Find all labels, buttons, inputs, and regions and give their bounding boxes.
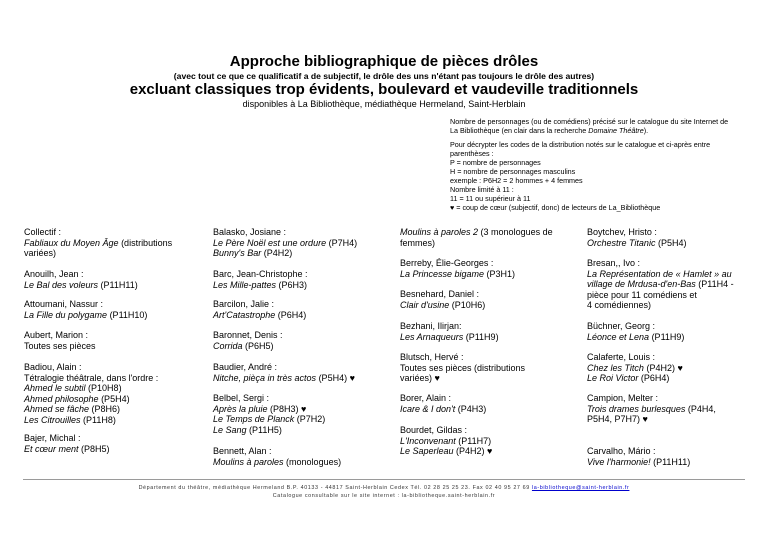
page-subtitle: (avec tout ce que ce qualificatif a de subjectif, le drôle des uns n'étant pas toujours le drôle des autres) — [173, 71, 595, 81]
footer-email-link[interactable]: la-bibliotheque@saint-herblain.fr — [531, 485, 630, 491]
entry-line — [587, 300, 767, 311]
entry-text: (P6H4) — [638, 373, 670, 383]
entry-line — [213, 457, 393, 468]
title-text: Les Arnaqueurs — [400, 331, 464, 342]
entry-text: Aubert, Marion : — [24, 330, 89, 340]
entry-line — [213, 362, 393, 373]
entry-line — [213, 446, 393, 457]
entry-line — [587, 404, 767, 415]
entry-text: (P4H4, — [685, 403, 716, 414]
entry-line — [213, 248, 393, 259]
title-text: La Représentation de « Hamlet » au — [587, 268, 732, 279]
title-text: L'Inconvenant — [400, 435, 456, 446]
title-text: Et cœur ment — [24, 443, 79, 454]
entry-line — [213, 280, 393, 291]
bibliography-entry — [24, 299, 204, 320]
entry-text: (P6H5) — [242, 340, 274, 351]
entry-text: (distributions — [118, 237, 173, 248]
entry-line — [587, 393, 767, 404]
title-text: Ahmed philosophe — [24, 393, 99, 404]
entry-text: 4 comédiennes) — [587, 300, 652, 310]
title-text: Après la pluie — [213, 403, 268, 414]
entry-line — [400, 321, 580, 332]
bibliography-entry — [587, 446, 767, 467]
entry-line — [400, 425, 580, 436]
entry-text: Belbel, Sergi : — [213, 393, 270, 403]
title-text: Trois drames burlesques — [587, 403, 686, 414]
entry-text: (P11H11) — [650, 456, 691, 467]
entry-text: (P4H2) ♥ — [643, 362, 683, 373]
entry-line — [213, 404, 393, 415]
entry-text: (P11H5) — [246, 424, 282, 435]
entry-text: (P8H3) ♥ — [267, 403, 307, 414]
entry-text: (P11H8) — [80, 414, 116, 425]
entry-text: Tétralogie théâtrale, dans l'ordre : — [24, 372, 159, 383]
heart-legend: ♥ = coup de cœur (subjectif, donc) de lecteurs de La_Bibliothèque — [450, 203, 661, 212]
entry-text: Toutes ses pièces (distributions — [400, 362, 526, 373]
title-text: Le Père Noël est une ordure — [213, 237, 327, 248]
entry-text: (P6H4) — [275, 309, 307, 320]
bibliography-entry — [587, 393, 767, 425]
entry-line — [24, 373, 204, 384]
entry-text: P5H4, P7H7) ♥ — [587, 414, 648, 424]
bibliography-entry — [213, 330, 393, 351]
entry-line — [24, 394, 204, 405]
entry-line — [24, 227, 204, 238]
entry-text: variées) ♥ — [400, 373, 440, 383]
entry-line — [24, 444, 204, 455]
bibliography-entry — [400, 258, 580, 279]
entry-text: Badiou, Alain : — [24, 362, 82, 372]
entry-line — [400, 404, 580, 415]
entry-line — [24, 269, 204, 280]
entry-line — [587, 414, 767, 425]
entry-text: (3 monologues de — [478, 227, 553, 237]
entry-line — [213, 310, 393, 321]
entry-text: (P8H5) — [78, 443, 110, 454]
entry-text: (P11H10) — [107, 309, 148, 320]
entry-line — [400, 258, 580, 269]
notes-line: Pour décrypter les codes de la distribution notés sur le catalogue et ci-après entre — [450, 140, 711, 149]
title-text: Icare & I don't — [400, 403, 456, 414]
bibliography-entry — [213, 269, 393, 290]
page-title: Approche bibliographique de pièces drôles — [229, 53, 539, 70]
title-text: Moulins à paroles 2 — [400, 227, 479, 237]
page-title-secondary: excluant classiques trop évidents, boulevard et vaudeville traditionnels — [129, 81, 639, 98]
entry-text: (P4H2) ♥ — [453, 446, 493, 456]
title-text: Le Temps de Planck — [213, 414, 295, 424]
title-text: Vive l'harmonie! — [587, 456, 651, 467]
title-text: Le Sang — [213, 424, 247, 435]
entry-text: Campion, Melter : — [587, 393, 659, 403]
entry-text: (P11H7) — [455, 435, 492, 446]
entry-text: Blutsch, Hervé : — [400, 352, 464, 362]
notes-text-italic: Domaine Théâtre — [588, 126, 644, 135]
entry-line — [587, 332, 767, 343]
notes-line: 11 = 11 ou supérieur à 11 — [450, 194, 531, 203]
entry-text: (P5H4) — [98, 393, 130, 404]
notes-paragraph-2 — [450, 140, 750, 203]
entry-text: Calaferte, Louis : — [587, 352, 656, 362]
notes-text: La Bibliothèque (en clair dans la recherche — [450, 126, 587, 135]
bibliography-entry — [400, 393, 580, 414]
entry-line — [213, 414, 393, 425]
title-text: La Princesse bigame — [400, 268, 485, 279]
bibliography-entry — [587, 227, 767, 248]
bibliography-entry — [400, 352, 580, 384]
bibliography-entry — [400, 321, 580, 342]
entry-text: Bourdet, Gildas : — [400, 425, 468, 435]
bibliography-entry — [213, 299, 393, 320]
entry-text: Collectif : — [24, 227, 62, 237]
entry-text: (P5H4) ♥ — [316, 372, 355, 383]
entry-line — [400, 227, 580, 238]
entry-line — [587, 269, 767, 280]
bibliography-entry — [213, 446, 393, 467]
title-text: Léonce et Lena — [587, 331, 650, 342]
title-text: Bunny's Bar — [213, 248, 262, 258]
notes-paragraph-1 — [450, 117, 750, 135]
entry-line — [24, 310, 204, 321]
entry-line — [400, 446, 580, 457]
notes-line: P = nombre de personnages — [450, 158, 541, 167]
entry-text: Attoumani, Nassur : — [24, 299, 104, 309]
entry-line — [587, 373, 767, 384]
entry-text: Baronnet, Denis : — [213, 330, 283, 340]
title-text: village de Mrdusa-d'en-Bas — [587, 279, 696, 289]
entry-text: pièce pour 11 comédiens et — [587, 289, 697, 300]
bibliography-entry — [213, 362, 393, 383]
entry-text: Bresan,, Ivo : — [587, 258, 641, 268]
entry-text: (P8H6) — [89, 404, 121, 414]
title-text: Clair d'usine — [400, 299, 450, 310]
bibliography-entry — [24, 269, 204, 290]
entry-text: Baudier, André : — [213, 362, 278, 372]
entry-text: Balasko, Josiane : — [213, 227, 287, 237]
entry-line — [213, 425, 393, 436]
entry-text: femmes) — [400, 237, 436, 248]
entry-line — [400, 300, 580, 311]
entry-text: (P7H2) — [294, 414, 326, 424]
entry-line — [400, 289, 580, 300]
entry-line — [213, 238, 393, 249]
title-text: La Fille du polygame — [24, 309, 108, 320]
entry-line — [24, 415, 204, 426]
entry-line — [24, 238, 204, 249]
entry-line — [24, 383, 204, 394]
notes-line: exemple : P6H2 = 2 hommes + 4 femmes — [450, 176, 583, 185]
bibliography-entry — [24, 433, 204, 454]
entry-line — [587, 227, 767, 238]
entry-text: Carvalho, Mário : — [587, 446, 656, 456]
entry-text: (P7H4) — [326, 237, 358, 248]
footer — [0, 485, 768, 500]
bibliography-entry — [400, 289, 580, 310]
entry-line — [587, 258, 767, 269]
entry-line — [24, 330, 204, 341]
entry-text: Besnehard, Daniel : — [400, 289, 480, 299]
notes-line: H = nombre de personnages masculins — [450, 167, 576, 176]
entry-line — [24, 404, 204, 415]
title-text: Chez les Titch — [587, 362, 644, 373]
entry-line — [400, 363, 580, 374]
entry-line — [213, 227, 393, 238]
notes-line: Nombre limité à 11 : — [450, 185, 514, 194]
title-text: Moulins à paroles — [213, 456, 284, 467]
title-text: Orchestre Titanic — [587, 237, 656, 248]
entry-text: Borer, Alain : — [400, 393, 452, 403]
entry-line — [213, 373, 393, 384]
bibliography-entry — [587, 352, 767, 384]
entry-text: Anouilh, Jean : — [24, 269, 84, 279]
entry-line — [213, 393, 393, 404]
footer-divider — [23, 479, 745, 480]
bibliography-entry — [213, 393, 393, 435]
entry-text: (P11H9) — [463, 331, 499, 342]
bibliography-entry — [24, 227, 204, 259]
entry-line — [587, 238, 767, 249]
entry-text: Berreby, Élie-Georges : — [400, 258, 494, 268]
notes-block — [450, 117, 750, 203]
entry-text: Bezhani, Ilirjan: — [400, 321, 462, 331]
notes-line: parenthèses : — [450, 149, 494, 158]
bibliography-entry — [400, 227, 580, 248]
footer-address: Département du théâtre, médiathèque Hermeland B.P. 40133 - 44817 Saint-Herblain Cedex Tél. 02 28 25 25 23. Fax 02 40 95 27 69 — [138, 485, 530, 491]
entry-line — [587, 363, 767, 374]
entry-line — [24, 362, 204, 373]
title-text: Ahmed le subtil — [24, 383, 86, 393]
entry-line — [400, 393, 580, 404]
title-text: Les Citrouilles — [24, 414, 81, 425]
entry-text: Bennett, Alan : — [213, 446, 272, 456]
entry-line — [400, 238, 580, 249]
bibliography-entry — [213, 227, 393, 259]
notes-text: Nombre de personnages (ou de comédiens) précisé sur le catalogue du site Internet de — [450, 117, 729, 126]
entry-line — [400, 269, 580, 280]
entry-line — [213, 330, 393, 341]
notes-text: ). — [643, 126, 649, 135]
entry-line — [24, 299, 204, 310]
footer-catalogue: Catalogue consultable sur le site internet : la-bibliotheque.saint-herblain.fr — [272, 492, 496, 499]
entry-text: (P11H9) — [649, 331, 685, 342]
entry-line — [24, 341, 204, 352]
entry-text: (P3H1) — [484, 268, 516, 279]
bibliography-entry — [587, 321, 767, 342]
bibliography-entry — [587, 258, 767, 311]
entry-text: Boytchev, Hristo : — [587, 227, 657, 237]
entry-text: (monologues) — [283, 456, 342, 467]
entry-text: (P5H4) — [655, 237, 687, 248]
title-text: Fabliaux du Moyen Âge — [24, 237, 119, 248]
entry-text: (P6H3) — [276, 279, 308, 290]
entry-text: Büchner, Georg : — [587, 321, 656, 331]
entry-text: (P11H11) — [98, 279, 138, 290]
entry-line — [587, 352, 767, 363]
title-text: Le Roi Victor — [587, 373, 639, 383]
title-text: Nitche, pièça in très actos — [213, 372, 317, 383]
entry-line — [400, 332, 580, 343]
bibliography-entry — [24, 330, 204, 351]
entry-text: (P11H4 - — [695, 279, 734, 289]
entry-line — [400, 373, 580, 384]
entry-line — [213, 269, 393, 280]
title-text: Ahmed se fâche — [24, 404, 90, 414]
entry-line — [587, 279, 767, 290]
entry-text: Barc, Jean-Christophe : — [213, 269, 308, 279]
entry-line — [400, 436, 580, 447]
entry-text: (P4H2) — [261, 248, 293, 258]
entry-line — [213, 341, 393, 352]
title-text: Le Bal des voleurs — [24, 279, 99, 290]
entry-line — [587, 290, 767, 301]
title-text: Le Saperleau — [400, 446, 454, 456]
entry-text: variées) — [24, 248, 57, 258]
title-text: Corrida — [213, 340, 243, 351]
entry-text: (P4H3) — [455, 403, 487, 414]
entry-line — [587, 321, 767, 332]
entry-text: (P10H6) — [449, 299, 486, 310]
entry-text: (P10H8) — [85, 383, 122, 393]
entry-text: Toutes ses pièces — [24, 340, 96, 351]
entry-text: Barcilon, Jalie : — [213, 299, 275, 309]
entry-text: Bajer, Michal : — [24, 433, 81, 443]
availability-line: disponibles à La Bibliothèque, médiathèque Hermeland, Saint-Herblain — [242, 99, 526, 109]
bibliography-entry — [24, 362, 204, 425]
entry-line — [587, 446, 767, 457]
title-text: Les Mille-pattes — [213, 279, 277, 290]
entry-line — [587, 457, 767, 468]
entry-line — [24, 433, 204, 444]
entry-line — [213, 299, 393, 310]
entry-line — [24, 280, 204, 291]
entry-line — [24, 248, 204, 259]
entry-line — [400, 352, 580, 363]
bibliography-entry — [400, 425, 580, 457]
title-text: Art'Catastrophe — [213, 309, 276, 320]
